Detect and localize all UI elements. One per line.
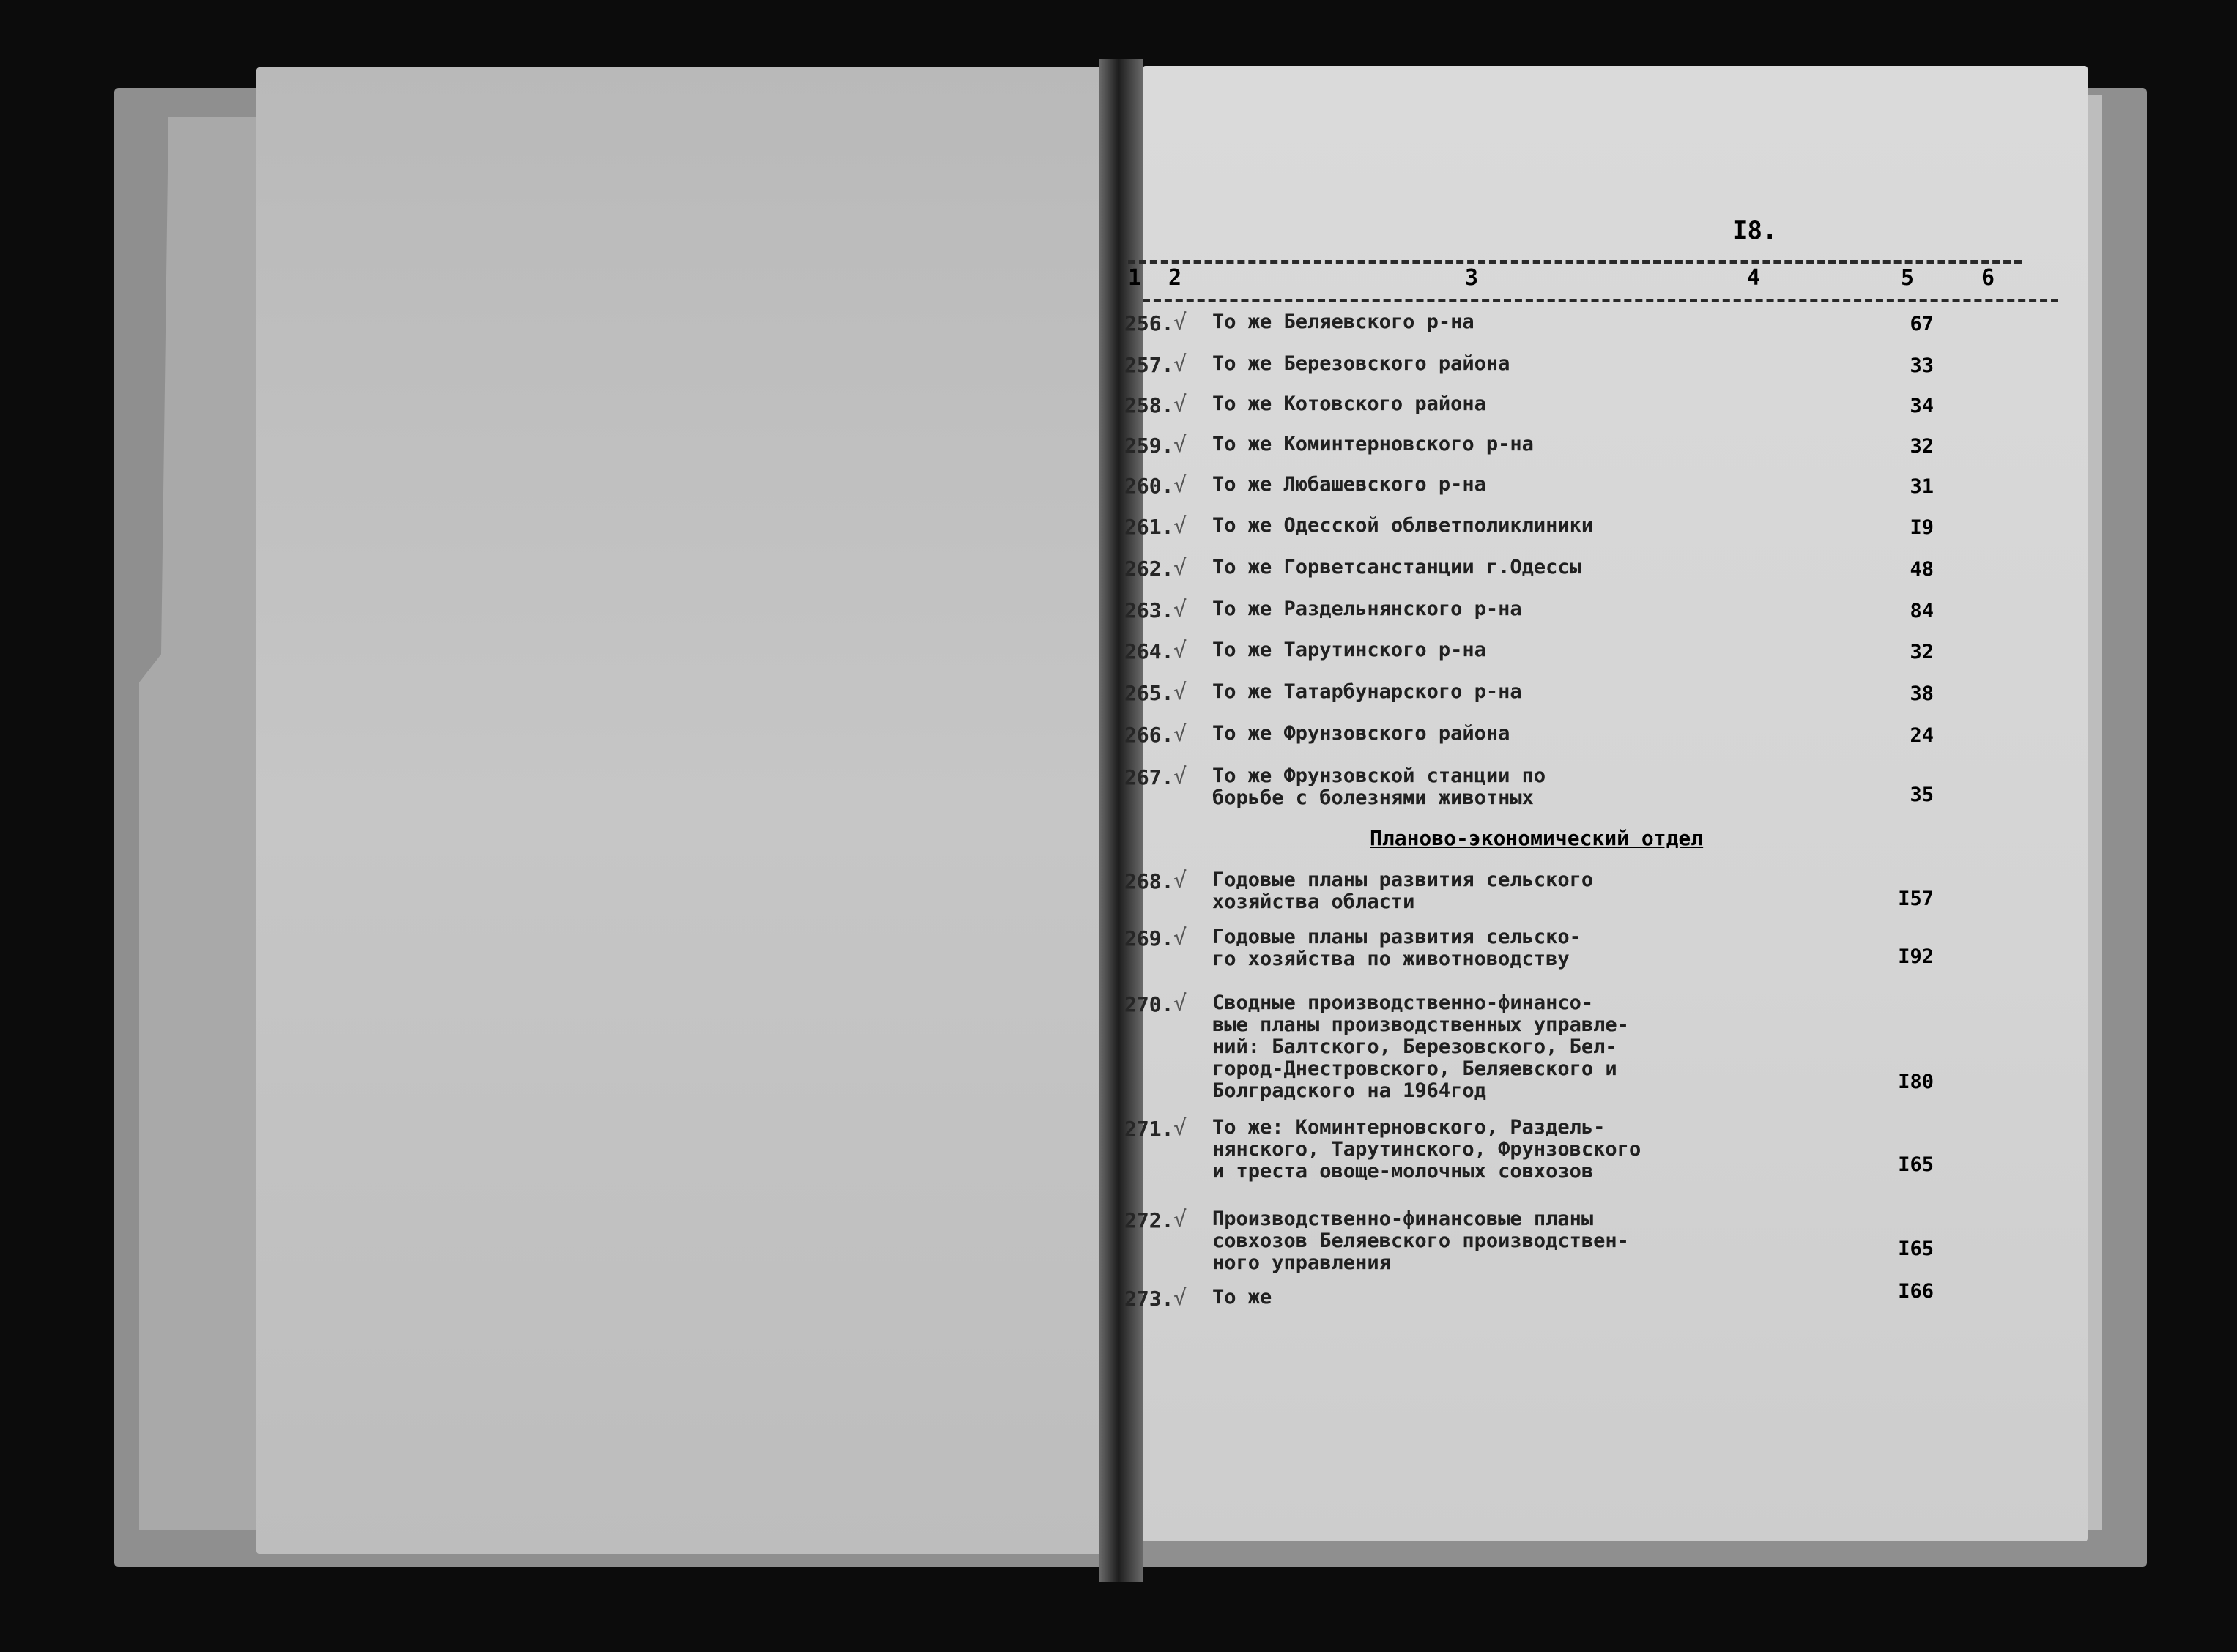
page-number: I8. [1732, 216, 1778, 245]
row-number: 256. [1124, 311, 1174, 335]
header-rule-bottom [1143, 299, 2058, 302]
column-head-5: 5 [1901, 265, 1915, 291]
row-title: То же: Коминтерновского, Раздель- нянского, Тарутинского, Фрунзовского и треста овоще-молочных совхозов [1212, 1116, 1641, 1183]
row-title: То же Фрунзовского района [1212, 722, 1510, 745]
checkmark-icon: √ [1173, 638, 1187, 663]
row-sheet-count: 33 [1910, 354, 1934, 377]
checkmark-icon: √ [1173, 680, 1187, 705]
row-number: 263. [1124, 598, 1174, 622]
checkmark-icon: √ [1173, 868, 1187, 893]
row-sheet-count: 35 [1910, 784, 1934, 806]
row-number: 268. [1124, 869, 1174, 893]
row-sheet-count: I65 [1898, 1238, 1934, 1260]
checkmark-icon: √ [1173, 597, 1187, 622]
row-sheet-count: 32 [1910, 641, 1934, 663]
row-title: То же Одесской облветполиклиники [1212, 514, 1594, 537]
row-number: 257. [1124, 353, 1174, 377]
row-sheet-count: I65 [1898, 1153, 1934, 1176]
row-title: То же Раздельнянского р-на [1212, 598, 1522, 620]
row-number: 270. [1124, 992, 1174, 1016]
row-number: 259. [1124, 434, 1174, 458]
row-sheet-count: 31 [1910, 475, 1934, 498]
row-number: 258. [1124, 393, 1174, 417]
row-title: Годовые планы развития сельско- го хозяйства по животноводству [1212, 926, 1581, 970]
row-sheet-count: 34 [1910, 395, 1934, 417]
row-number: 267. [1124, 765, 1174, 789]
row-title: То же Тарутинского р-на [1212, 639, 1486, 661]
row-title: То же Беляевского р-на [1212, 310, 1474, 333]
checkmark-icon: √ [1173, 925, 1187, 950]
row-sheet-count: 84 [1910, 600, 1934, 622]
checkmark-icon: √ [1173, 721, 1187, 747]
row-number: 262. [1124, 557, 1174, 581]
row-number: 269. [1124, 926, 1174, 950]
row-title: То же Фрунзовской станции по борьбе с болезнями животных [1212, 764, 1546, 809]
column-head-2: 2 [1168, 265, 1182, 291]
checkmark-icon: √ [1173, 764, 1187, 789]
row-number: 266. [1124, 723, 1174, 747]
row-sheet-count: I66 [1898, 1280, 1934, 1303]
checkmark-icon: √ [1173, 991, 1187, 1016]
row-number: 264. [1124, 639, 1174, 663]
row-sheet-count: 24 [1910, 724, 1934, 747]
row-title: Годовые планы развития сельского хозяйства области [1212, 868, 1594, 913]
checkmark-icon: √ [1173, 513, 1187, 539]
row-number: 261. [1124, 515, 1174, 539]
row-sheet-count: 38 [1910, 682, 1934, 705]
row-title: То же Березовского района [1212, 352, 1510, 375]
checkmark-icon: √ [1173, 310, 1187, 335]
header-rule-top [1128, 260, 2022, 264]
row-sheet-count: I57 [1898, 888, 1934, 910]
column-head-3: 3 [1465, 265, 1479, 291]
column-head-4: 4 [1747, 265, 1761, 291]
column-head-6: 6 [1981, 265, 1995, 291]
row-sheet-count: I92 [1898, 945, 1934, 968]
row-title: То же Котовского района [1212, 392, 1486, 415]
row-number: 260. [1124, 474, 1174, 498]
left-page-blank [256, 67, 1128, 1554]
checkmark-icon: √ [1173, 432, 1187, 458]
row-sheet-count: 67 [1910, 313, 1934, 335]
checkmark-icon: √ [1173, 351, 1187, 377]
row-number: 271. [1124, 1117, 1174, 1141]
column-head-1: 1 [1128, 265, 1142, 291]
row-title: Сводные производственно-финансо- вые планы производственных управле- ний: Балтского, Березовского, Бел- город-Днестровского, Беляевского и Болградского на 1964год [1212, 991, 1629, 1102]
row-title: То же [1212, 1286, 1272, 1309]
row-title: То же Татарбунарского р-на [1212, 680, 1522, 703]
row-title: То же Горветсанстанции г.Одессы [1212, 556, 1581, 578]
checkmark-icon: √ [1173, 1115, 1187, 1141]
checkmark-icon: √ [1173, 472, 1187, 498]
row-sheet-count: 48 [1910, 558, 1934, 581]
row-sheet-count: I9 [1910, 516, 1934, 539]
checkmark-icon: √ [1173, 555, 1187, 581]
checkmark-icon: √ [1173, 392, 1187, 417]
checkmark-icon: √ [1173, 1285, 1187, 1311]
row-title: То же Коминтерновского р-на [1212, 433, 1534, 455]
row-number: 265. [1124, 681, 1174, 705]
row-title: То же Любашевского р-на [1212, 473, 1486, 496]
row-title: Производственно-финансовые планы совхозов Беляевского производствен- ного управления [1212, 1208, 1629, 1274]
checkmark-icon: √ [1173, 1207, 1187, 1232]
row-number: 273. [1124, 1287, 1174, 1311]
row-sheet-count: I80 [1898, 1071, 1934, 1093]
section-heading: Планово-экономический отдел [1370, 826, 1704, 850]
row-number: 272. [1124, 1208, 1174, 1232]
row-sheet-count: 32 [1910, 435, 1934, 458]
